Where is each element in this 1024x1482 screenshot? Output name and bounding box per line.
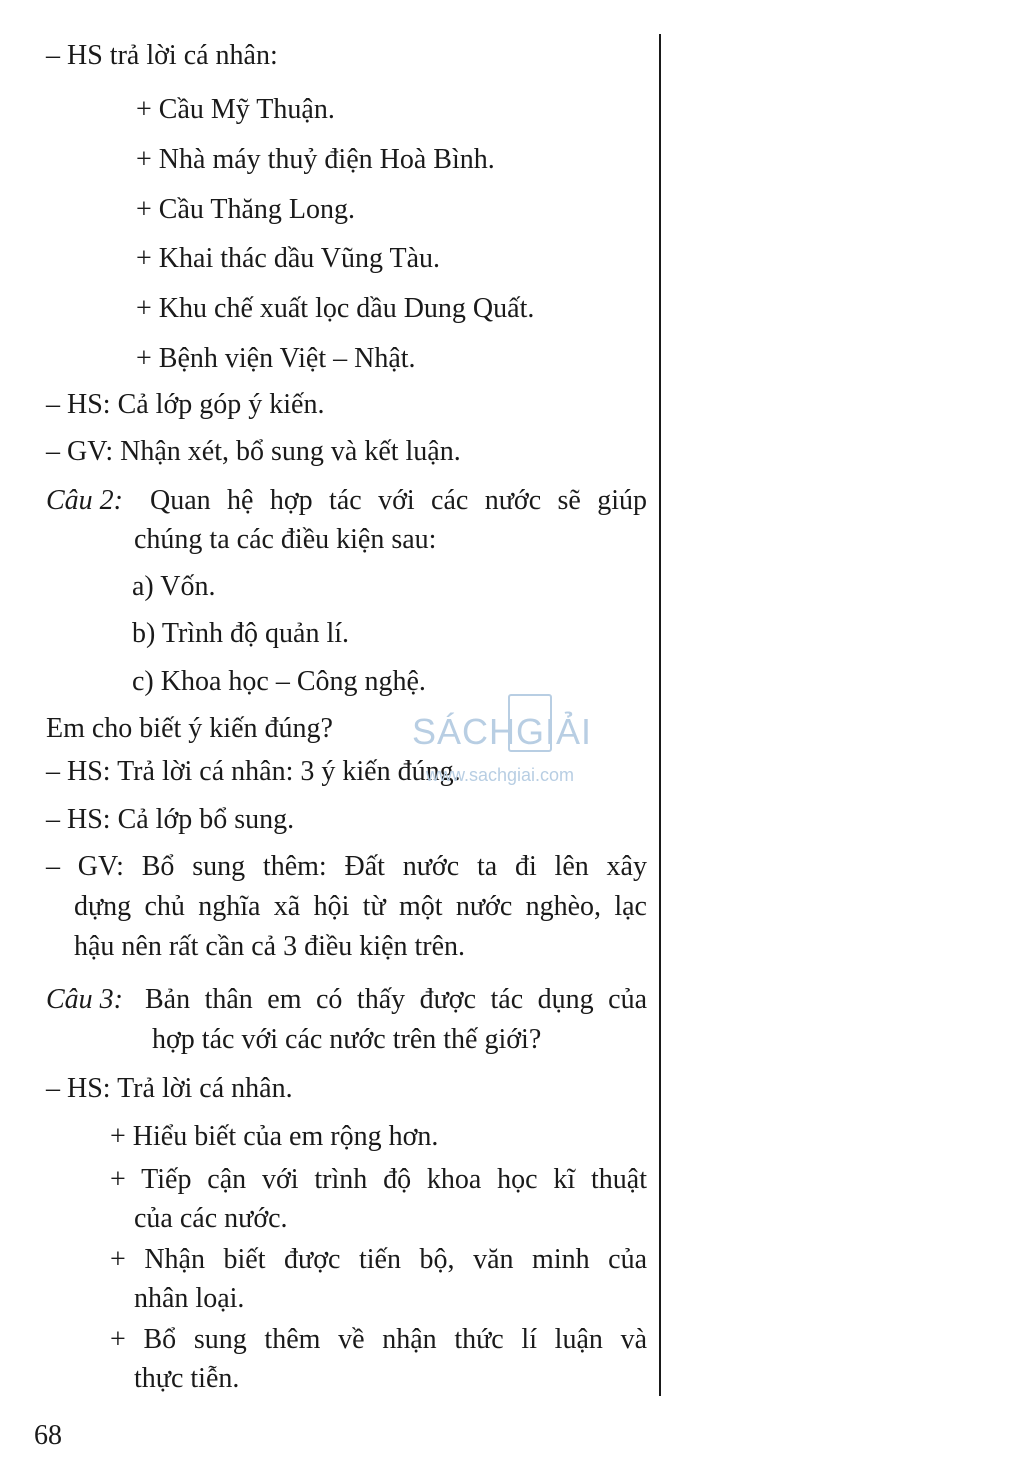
paragraph-line: hậu nên rất cần cả 3 điều kiện trên. [74, 931, 466, 962]
text-line: – HS: Cả lớp góp ý kiến. [46, 389, 325, 420]
list-item: + Nhà máy thuỷ điện Hoà Bình. [136, 144, 495, 175]
list-item: thực tiễn. [134, 1363, 240, 1394]
question-label: Câu 3: [46, 984, 123, 1015]
question-text: Quan hệ hợp tác với các nước sẽ giúp [150, 485, 647, 516]
list-item: + Hiểu biết của em rộng hơn. [110, 1121, 439, 1152]
option-item: b) Trình độ quản lí. [132, 618, 350, 649]
list-item: nhân loại. [134, 1283, 245, 1314]
list-item: của các nước. [134, 1203, 288, 1234]
list-item: + Cầu Mỹ Thuận. [136, 94, 335, 125]
watermark-url: www.sachgiai.com [426, 765, 575, 785]
list-item: + Khu chế xuất lọc dầu Dung Quất. [136, 293, 535, 324]
column-divider [659, 34, 661, 1396]
list-item: + Khai thác dầu Vũng Tàu. [136, 243, 441, 274]
list-item: + Bổ sung thêm về nhận thức lí luận và [110, 1324, 647, 1355]
list-item: + Nhận biết được tiến bộ, văn minh của [110, 1244, 647, 1275]
question-label: Câu 2: [46, 485, 123, 516]
list-item: + Bệnh viện Việt – Nhật. [136, 343, 416, 374]
paragraph-line: dựng chủ nghĩa xã hội từ một nước nghèo, lạc [74, 891, 647, 922]
list-item: + Tiếp cận với trình độ khoa học kĩ thuật [110, 1164, 647, 1195]
page-number: 68 [34, 1420, 62, 1451]
question-text: Bản thân em có thấy được tác dụng của [145, 984, 647, 1015]
list-item: + Cầu Thăng Long. [136, 194, 356, 225]
question-text: hợp tác với các nước trên thế giới? [152, 1024, 542, 1055]
text-line: – HS trả lời cá nhân: [46, 40, 278, 71]
paragraph-line: – GV: Bổ sung thêm: Đất nước ta đi lên xây [46, 851, 647, 882]
text-line: – HS: Trả lời cá nhân. [46, 1073, 293, 1104]
text-line: – HS: Cả lớp bổ sung. [46, 804, 295, 835]
option-item: c) Khoa học – Công nghệ. [132, 666, 426, 697]
question-text: chúng ta các điều kiện sau: [134, 524, 437, 555]
option-item: a) Vốn. [132, 571, 216, 602]
watermark-brand: SÁCHGIẢI [412, 711, 593, 752]
text-line: – GV: Nhận xét, bổ sung và kết luận. [46, 436, 461, 467]
text-line: – HS: Trả lời cá nhân: 3 ý kiến đúng. [46, 756, 461, 787]
text-line: Em cho biết ý kiến đúng? [46, 713, 333, 744]
